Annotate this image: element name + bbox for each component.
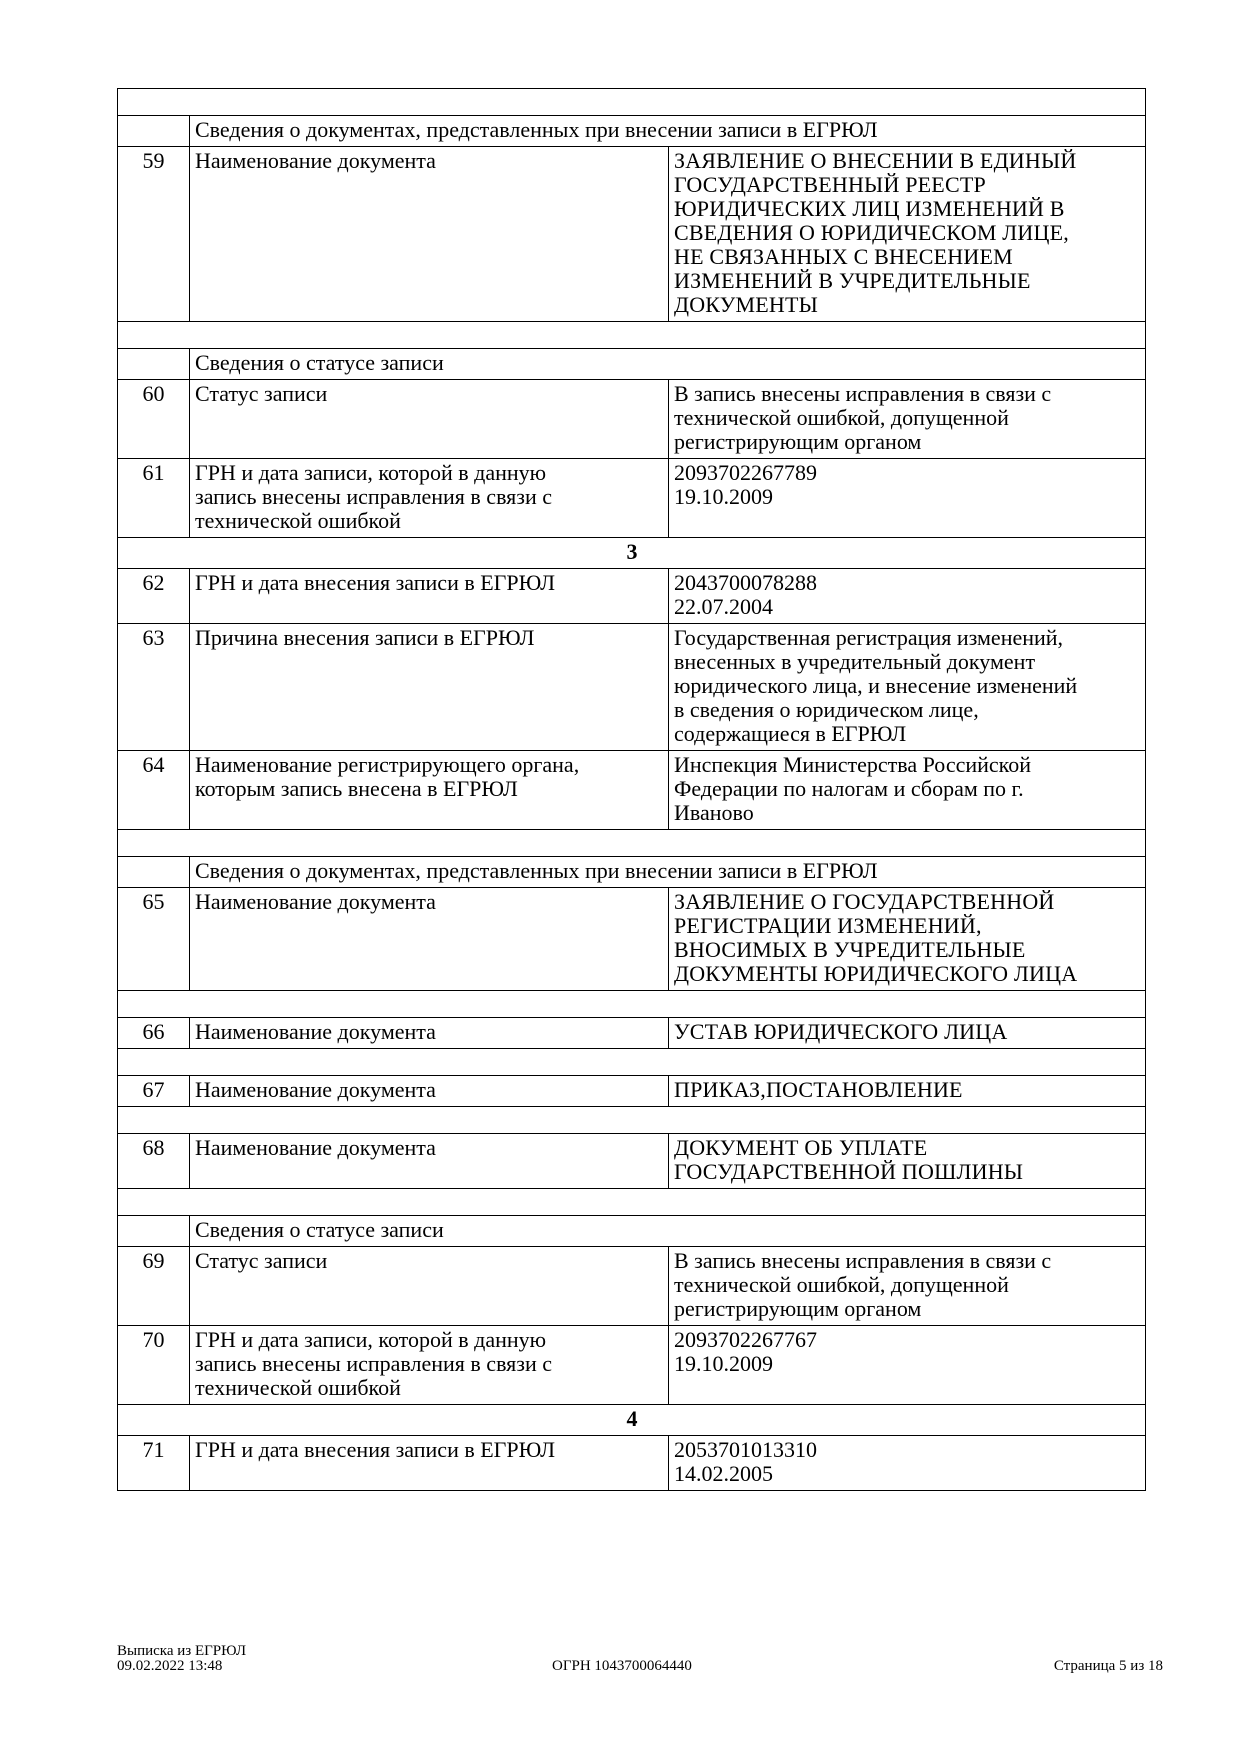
table-row xyxy=(118,1247,1146,1326)
blank-row xyxy=(118,830,1146,857)
footer-datetime: 09.02.2022 13:48 xyxy=(117,1658,223,1674)
table-row xyxy=(118,147,1146,322)
blank-row xyxy=(118,89,1146,116)
table-row xyxy=(118,888,1146,991)
table-row xyxy=(118,380,1146,459)
field-label: Причина внесения записи в ЕГРЮЛ xyxy=(190,624,669,751)
table-row xyxy=(118,1134,1146,1189)
row-number: 66 xyxy=(118,1018,190,1049)
field-value: В запись внесены исправления в связи с технической ошибкой, допущенной регистрирующим органом xyxy=(669,380,1146,459)
field-label: Наименование документа xyxy=(190,147,669,322)
section-title: Сведения о статусе записи xyxy=(190,349,1146,380)
field-label: ГРН и дата внесения записи в ЕГРЮЛ xyxy=(190,1436,669,1491)
row-number: 68 xyxy=(118,1134,190,1189)
section-header-documents xyxy=(118,857,1146,888)
table-row xyxy=(118,751,1146,830)
section-header-documents xyxy=(118,116,1146,147)
row-number: 61 xyxy=(118,459,190,538)
section-title: Сведения о статусе записи xyxy=(190,1216,1146,1247)
section-header-status xyxy=(118,1216,1146,1247)
table-row xyxy=(118,624,1146,751)
row-number: 59 xyxy=(118,147,190,322)
field-label: Наименование регистрирующего органа, которым запись внесена в ЕГРЮЛ xyxy=(190,751,669,830)
field-value: ДОКУМЕНТ ОБ УПЛАТЕ ГОСУДАРСТВЕННОЙ ПОШЛИНЫ xyxy=(669,1134,1146,1189)
footer-title: Выписка из ЕГРЮЛ xyxy=(117,1643,246,1659)
row-number: 60 xyxy=(118,380,190,459)
field-value: 2053701013310 14.02.2005 xyxy=(669,1436,1146,1491)
record-section-number: 4 xyxy=(118,1405,1146,1436)
field-label: Статус записи xyxy=(190,380,669,459)
footer-ogrn: ОГРН 1043700064440 xyxy=(552,1658,692,1674)
blank-row xyxy=(118,1189,1146,1216)
field-value: Инспекция Министерства Российской Федерации по налогам и сборам по г. Иваново xyxy=(669,751,1146,830)
field-label: ГРН и дата записи, которой в данную запись внесены исправления в связи с технической ошибкой xyxy=(190,459,669,538)
footer-page-number: Страница 5 из 18 xyxy=(1053,1658,1163,1674)
egrul-extract-table xyxy=(117,88,1146,1491)
field-value: ПРИКАЗ,ПОСТАНОВЛЕНИЕ xyxy=(669,1076,1146,1107)
field-label: Статус записи xyxy=(190,1247,669,1326)
field-label: ГРН и дата внесения записи в ЕГРЮЛ xyxy=(190,569,669,624)
row-number: 62 xyxy=(118,569,190,624)
table-row xyxy=(118,1326,1146,1405)
table-row xyxy=(118,1436,1146,1491)
field-label: ГРН и дата записи, которой в данную запись внесены исправления в связи с технической ошибкой xyxy=(190,1326,669,1405)
blank-row xyxy=(118,1107,1146,1134)
field-value: УСТАВ ЮРИДИЧЕСКОГО ЛИЦА xyxy=(669,1018,1146,1049)
field-value: ЗАЯВЛЕНИЕ О ГОСУДАРСТВЕННОЙ РЕГИСТРАЦИИ ИЗМЕНЕНИЙ, ВНОСИМЫХ В УЧРЕДИТЕЛЬНЫЕ ДОКУМЕНТЫ ЮРИДИЧЕСКОГО ЛИЦА xyxy=(669,888,1146,991)
row-number: 64 xyxy=(118,751,190,830)
page-footer xyxy=(117,1644,1163,1684)
field-value: ЗАЯВЛЕНИЕ О ВНЕСЕНИИ В ЕДИНЫЙ ГОСУДАРСТВЕННЫЙ РЕЕСТР ЮРИДИЧЕСКИХ ЛИЦ ИЗМЕНЕНИЙ В СВЕДЕНИЯ О ЮРИДИЧЕСКОМ ЛИЦЕ, НЕ СВЯЗАННЫХ С ВНЕСЕНИЕМ ИЗМЕНЕНИЙ В УЧРЕДИТЕЛЬНЫЕ ДОКУМЕНТЫ xyxy=(669,147,1146,322)
blank-row xyxy=(118,991,1146,1018)
footer-document-info xyxy=(117,1644,246,1674)
row-number: 69 xyxy=(118,1247,190,1326)
field-label: Наименование документа xyxy=(190,1076,669,1107)
row-number: 71 xyxy=(118,1436,190,1491)
table-row xyxy=(118,1076,1146,1107)
field-value: В запись внесены исправления в связи с технической ошибкой, допущенной регистрирующим органом xyxy=(669,1247,1146,1326)
field-label: Наименование документа xyxy=(190,888,669,991)
blank-row xyxy=(118,322,1146,349)
table-row xyxy=(118,459,1146,538)
record-section-number: 3 xyxy=(118,538,1146,569)
blank-row xyxy=(118,1049,1146,1076)
field-value: 2093702267767 19.10.2009 xyxy=(669,1326,1146,1405)
section-title: Сведения о документах, представленных при внесении записи в ЕГРЮЛ xyxy=(190,857,1146,888)
section-header-status xyxy=(118,349,1146,380)
section-title: Сведения о документах, представленных при внесении записи в ЕГРЮЛ xyxy=(190,116,1146,147)
row-number: 67 xyxy=(118,1076,190,1107)
row-number: 65 xyxy=(118,888,190,991)
field-value: 2043700078288 22.07.2004 xyxy=(669,569,1146,624)
row-number: 63 xyxy=(118,624,190,751)
table-row xyxy=(118,569,1146,624)
row-number: 70 xyxy=(118,1326,190,1405)
field-label: Наименование документа xyxy=(190,1134,669,1189)
field-value: 2093702267789 19.10.2009 xyxy=(669,459,1146,538)
field-value: Государственная регистрация изменений, внесенных в учредительный документ юридического лица, и внесение изменений в сведения о юридическом лице, содержащиеся в ЕГРЮЛ xyxy=(669,624,1146,751)
table-row xyxy=(118,1018,1146,1049)
field-label: Наименование документа xyxy=(190,1018,669,1049)
